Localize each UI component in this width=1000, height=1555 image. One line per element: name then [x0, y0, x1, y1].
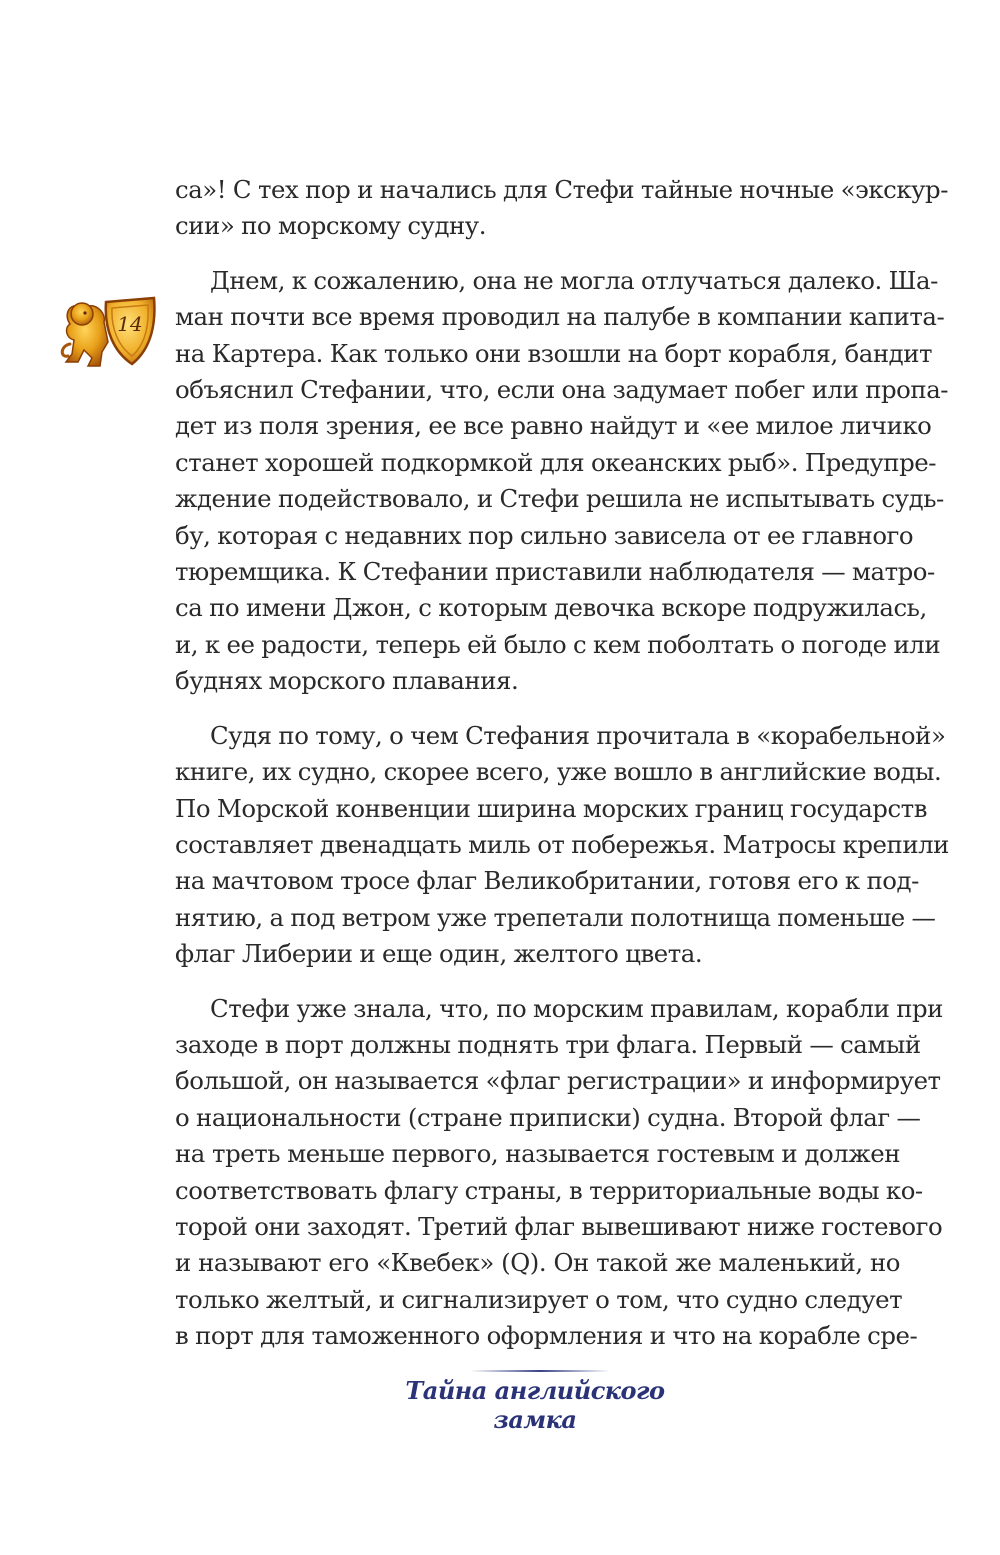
- text-line: на Картера. Как только они взошли на борт корабля, бандит: [175, 338, 933, 368]
- text-line: в порт для таможенного оформления и что на корабле сре-: [175, 1321, 918, 1351]
- text-line: заходе в порт должны поднять три флага. Первый — самый: [175, 1029, 921, 1059]
- paragraph: [175, 172, 949, 245]
- paragraph: [175, 991, 943, 1355]
- text-line: Днем, к сожалению, она не могла отлучаться далеко. Ша-: [210, 265, 938, 295]
- text-line: са»! С тех пор и начались для Стефи тайные ночные «экскур-: [175, 175, 949, 204]
- text-line: са по имени Джон, с которым девочка вскоре подружилась,: [175, 593, 927, 623]
- text-line: объяснил Стефании, что, если она задумает побег или пропа-: [175, 375, 949, 405]
- text-line: на треть меньше первого, называется гостевым и должен: [175, 1139, 900, 1169]
- text-line: о национальности (стране приписки) судна. Второй флаг —: [175, 1102, 921, 1132]
- text-line: соответствовать флагу страны, в территориальные воды ко-: [175, 1175, 923, 1205]
- text-line: тюремщика. К Стефании приставили наблюдателя — матро-: [175, 557, 935, 587]
- text-line: Судя по тому, о чем Стефания прочитала в «корабельной»: [210, 720, 946, 750]
- text-line: и, к ее радости, теперь ей было с кем поболтать о погоде или: [175, 629, 941, 659]
- text-line: сии» по морскому судну.: [175, 211, 487, 241]
- text-line: буднях морского плавания.: [175, 666, 519, 696]
- body-text: [175, 172, 949, 1355]
- paragraph: [175, 263, 949, 700]
- text-line: нятию, а под ветром уже трепетали полотнища поменьше —: [175, 902, 936, 932]
- text-line: и называют его «Квебек» (Q). Он такой же маленький, но: [175, 1248, 900, 1278]
- text-line: дет из поля зрения, ее все равно найдут и «ее милое личико: [175, 411, 932, 441]
- footer-divider: [470, 1370, 610, 1372]
- text-line: Стефи уже знала, что, по морским правилам, корабли при: [210, 993, 943, 1023]
- text-line: только желтый, и сигнализирует о том, что судно следует: [175, 1284, 903, 1314]
- text-line: составляет двенадцать миль от побережья. Матросы крепили: [175, 829, 949, 859]
- text-line: флаг Либерии и еще один, желтого цвета.: [175, 939, 703, 969]
- text-line: бу, которая с недавних пор сильно зависела от ее главного: [175, 520, 914, 550]
- page-number: 14: [117, 312, 143, 336]
- text-line: станет хорошей подкормкой для океанских рыб». Предупре-: [175, 447, 937, 477]
- text-line: торой они заходят. Третий флаг вывешивают ниже гостевого: [175, 1211, 943, 1241]
- text-line: ждение подействовало, и Стефи решила не испытывать судь-: [175, 484, 944, 514]
- text-line: большой, он называется «флаг регистрации» и информирует: [175, 1066, 941, 1096]
- running-title: Тайна английского замка: [405, 1376, 665, 1434]
- text-line: книге, их судно, скорее всего, уже вошло в английские воды.: [175, 757, 942, 787]
- paragraph: [175, 718, 949, 973]
- text-line: ман почти все время проводил на палубе в компании капита-: [175, 302, 945, 332]
- text-line: По Морской конвенции ширина морских границ государств: [175, 793, 927, 823]
- text-line: на мачтовом тросе флаг Великобритании, готовя его к под-: [175, 866, 919, 896]
